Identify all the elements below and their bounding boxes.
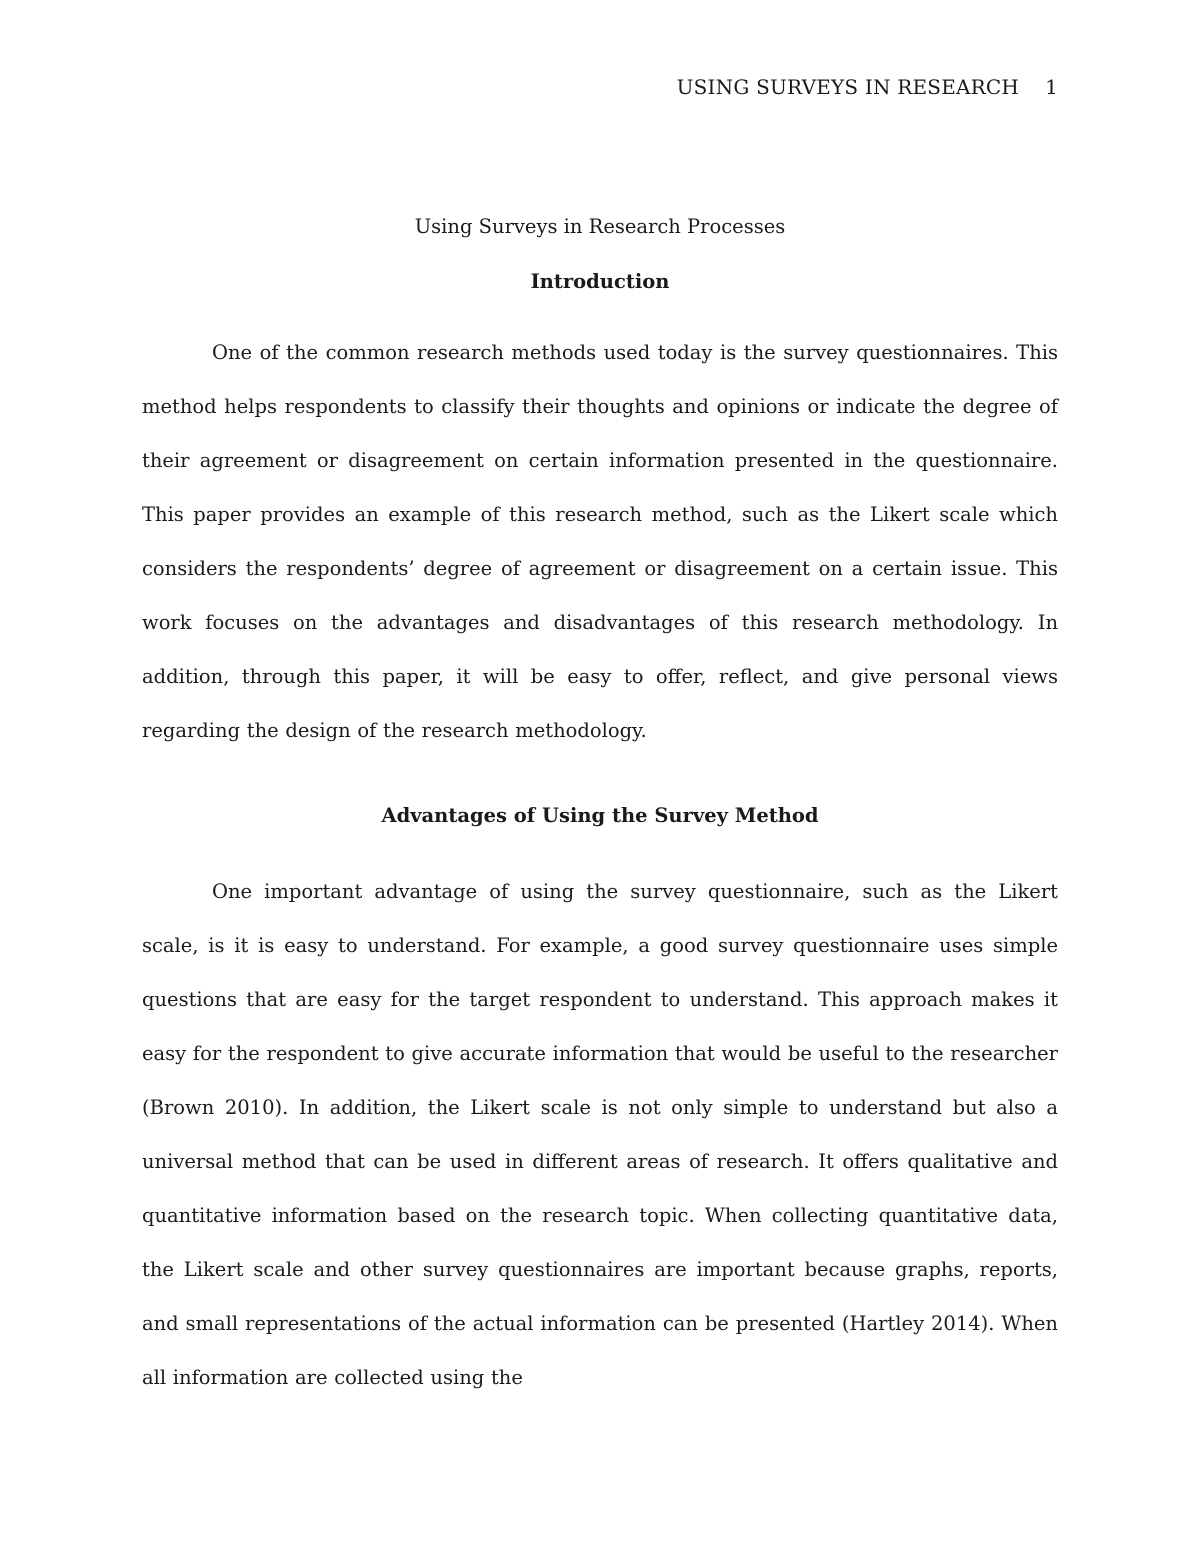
- running-head: [677, 72, 1058, 102]
- introduction-paragraph: One of the common research methods used today is the survey questionnaires. This method helps respondents to classify their thoughts and opinions or indicate the degree of their agreement or disagreement on certain information presented in the questionnaire. This paper provides an example of this research method, such as the Likert scale which considers the respondents’ degree of agreement or disagreement on a certain issue. This work focuses on the advantages and disadvantages of this research methodology. In addition, through this paper, it will be easy to offer, reflect, and give personal views regarding the design of the research methodology.: [142, 341, 1058, 742]
- section-heading-advantages: Advantages of Using the Survey Method: [381, 804, 819, 827]
- running-head-title: USING SURVEYS IN RESEARCH: [676, 75, 1020, 99]
- document-body: [142, 209, 1058, 1405]
- document-title: Using Surveys in Research Processes: [414, 215, 786, 238]
- page-number: 1: [1045, 75, 1058, 99]
- advantages-paragraph: One important advantage of using the survey questionnaire, such as the Likert scale, is it is easy to understand. For example, a good survey questionnaire uses simple questions that are easy for the target respondent to understand. This approach makes it easy for the respondent to give accurate information that would be useful to the researcher (Brown 2010). In addition, the Likert scale is not only simple to understand but also a universal method that can be used in different areas of research. It offers qualitative and quantitative information based on the research topic. When collecting quantitative data, the Likert scale and other survey questionnaires are important because graphs, reports, and small representations of the actual information can be presented (Hartley 2014). When all information are collected using the: [142, 880, 1058, 1389]
- section-heading-introduction: Introduction: [530, 270, 670, 293]
